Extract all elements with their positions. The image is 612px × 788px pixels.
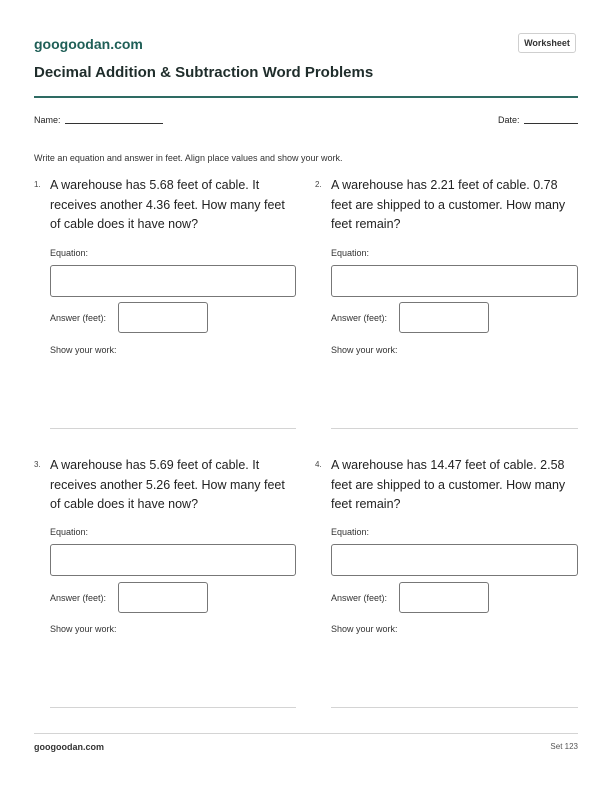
equation-input[interactable]	[331, 544, 578, 576]
problem-number: 2.	[315, 180, 322, 189]
answer-input[interactable]	[399, 302, 489, 333]
answer-input[interactable]	[118, 302, 208, 333]
name-label: Name:	[34, 115, 61, 125]
work-label: Show your work:	[50, 345, 117, 355]
work-area-line	[50, 707, 296, 708]
problem-line: A warehouse has 5.69 feet of cable. It	[50, 458, 260, 472]
answer-label: Answer (feet):	[50, 593, 107, 603]
equation-label: Equation:	[331, 248, 370, 258]
problem-text	[331, 456, 581, 515]
equation-input[interactable]	[50, 265, 296, 297]
work-label: Show your work:	[50, 624, 117, 634]
equation-input[interactable]	[50, 544, 296, 576]
footer-brand: googoodan.com	[34, 742, 104, 752]
problem-text	[50, 456, 300, 515]
page-title: Decimal Addition & Subtraction Word Problems	[34, 64, 374, 81]
date-label: Date:	[498, 115, 520, 125]
work-label: Show your work:	[331, 345, 398, 355]
equation-label: Equation:	[50, 527, 89, 537]
work-area-line	[331, 428, 578, 429]
problem-line: A warehouse has 14.47 feet of cable. 2.58	[331, 458, 565, 472]
answer-input[interactable]	[118, 582, 208, 613]
problem-line: A warehouse has 5.68 feet of cable. It	[50, 178, 260, 192]
answer-label: Answer (feet):	[331, 313, 388, 323]
brand-logo: googoodan.com	[34, 36, 143, 52]
problem-line: feet remain?	[331, 497, 401, 511]
instructions: Write an equation and answer in feet. Align place values and show your work.	[34, 153, 343, 163]
worksheet-tag: Worksheet	[518, 33, 576, 53]
footer-rule	[34, 733, 578, 734]
problem-line: feet are shipped to a customer. How many	[331, 197, 566, 212]
problem-line: of cable does it have now?	[50, 497, 199, 511]
date-field[interactable]	[524, 123, 578, 124]
work-area-line	[50, 428, 296, 429]
problem-line: of cable does it have now?	[50, 217, 199, 231]
title-rule	[34, 96, 578, 98]
work-label: Show your work:	[331, 624, 398, 634]
equation-input[interactable]	[331, 265, 578, 297]
answer-label: Answer (feet):	[50, 313, 107, 323]
equation-label: Equation:	[331, 527, 370, 537]
problem-number: 4.	[315, 460, 322, 469]
problem-line: receives another 5.26 feet. How many feet	[50, 477, 285, 492]
problem-text	[50, 176, 300, 235]
problem-number: 1.	[34, 180, 41, 189]
footer-set-label: Set 123	[550, 742, 578, 751]
problem-line: feet remain?	[331, 217, 401, 231]
answer-label: Answer (feet):	[331, 593, 388, 603]
problem-number: 3.	[34, 460, 41, 469]
problem-line: receives another 4.36 feet. How many feet	[50, 197, 285, 212]
work-area-line	[331, 707, 578, 708]
answer-input[interactable]	[399, 582, 489, 613]
problem-line: A warehouse has 2.21 feet of cable. 0.78	[331, 178, 558, 192]
equation-label: Equation:	[50, 248, 89, 258]
problem-text	[331, 176, 581, 235]
problem-line: feet are shipped to a customer. How many	[331, 477, 566, 492]
name-field[interactable]	[65, 123, 163, 124]
